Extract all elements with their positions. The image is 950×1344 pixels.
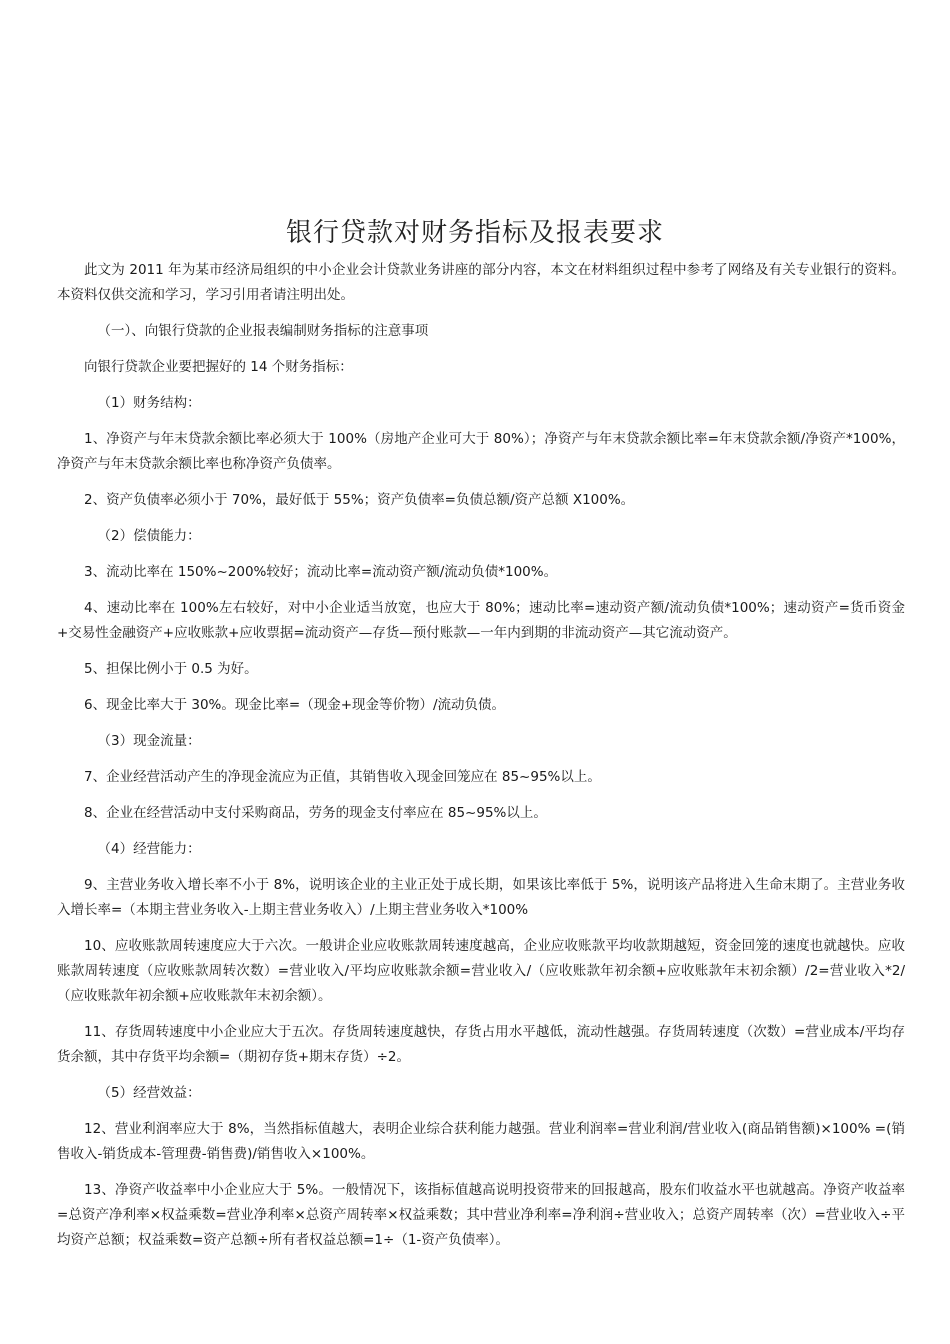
indicator-11: 11、存货周转速度中小企业应大于五次。存货周转速度越快，存货占用水平越低，流动性越强。存货周转速度（次数）=营业成本/平均存货余额，其中存货平均余额=（期初存货+期末存货）÷2。 [57,1024,905,1065]
indicator-3: 3、流动比率在 150%~200%较好；流动比率=流动资产额/流动负债*100%。 [84,564,558,580]
indicator-8: 8、企业在经营活动中支付采购商品，劳务的现金支付率应在 85~95%以上。 [84,805,547,821]
indicator-4: 4、速动比率在 100%左右较好，对中小企业适当放宽，也应大于 80%；速动比率=速动资产额/流动负债*100%；速动资产=货币资金+交易性金融资产+应收账款+应收票据=流动资产—存货—预付账款—一年内到期的非流动资产—其它流动资产。 [57,600,905,641]
indicator-6: 6、现金比率大于 30%。现金比率=（现金+现金等价物）/流动负债。 [84,697,506,713]
subheading-cash-flow: （3）现金流量： [97,733,201,749]
indicator-12: 12、营业利润率应大于 8%，当然指标值越大，表明企业综合获利能力越强。营业利润率=营业利润/营业收入(商品销售额)×100% =(销售收入-销货成本-管理费-销售费)/销售收入×100%。 [57,1121,905,1162]
indicator-13: 13、净资产收益率中小企业应大于 5%。一般情况下，该指标值越高说明投资带来的回报越高，股东们收益水平也就越高。净资产收益率=总资产净利率×权益乘数=营业净利率×总资产周转率×权益乘数；其中营业净利率=净利润÷营业收入；总资产周转率（次）=营业收入÷平均资产总额；权益乘数=资产总额÷所有者权益总额=1÷（1-资产负债率）。 [57,1182,905,1248]
document-body [57,258,905,1264]
indicator-9: 9、主营业务收入增长率不小于 8%，说明该企业的主业正处于成长期，如果该比率低于 5%，说明该产品将进入生命末期了。主营业务收入增长率=（本期主营业务收入-上期主营业务收入）/上期主营业务收入*100% [57,877,905,918]
intro-paragraph: 此文为 2011 年为某市经济局组织的中小企业会计贷款业务讲座的部分内容，本文在材料组织过程中参考了网络及有关专业银行的资料。本资料仅供交流和学习，学习引用者请注明出处。 [57,262,905,303]
subheading-solvency: （2）偿债能力： [97,528,201,544]
indicator-intro: 向银行贷款企业要把握好的 14 个财务指标： [84,359,353,375]
indicator-7: 7、企业经营活动产生的净现金流应为正值，其销售收入现金回笼应在 85~95%以上。 [84,769,601,785]
subheading-operating-capacity: （4）经营能力： [97,841,201,857]
indicator-5: 5、担保比例小于 0.5 为好。 [84,661,258,677]
indicator-2: 2、资产负债率必须小于 70%，最好低于 55%；资产负债率=负债总额/资产总额 X100%。 [84,492,635,508]
subheading-operating-efficiency: （5）经营效益： [97,1085,201,1101]
subheading-financial-structure: （1）财务结构： [97,395,201,411]
section-heading-1: （一）、向银行贷款的企业报表编制财务指标的注意事项 [97,323,429,339]
document-title: 银行贷款对财务指标及报表要求 [285,218,664,248]
indicator-10: 10、应收账款周转速度应大于六次。一般讲企业应收账款周转速度越高，企业应收账款平均收款期越短，资金回笼的速度也就越快。应收账款周转速度（应收账款周转次数）=营业收入/平均应收账款余额=营业收入/（应收账款年初余额+应收账款年末初余额）/2=营业收入*2/（应收账款年初余额+应收账款年末初余额）。 [57,938,905,1004]
indicator-1: 1、净资产与年末贷款余额比率必须大于 100%（房地产企业可大于 80%）；净资产与年末贷款余额比率=年末贷款余额/净资产*100%，净资产与年末贷款余额比率也称净资产负债率。 [57,431,905,472]
